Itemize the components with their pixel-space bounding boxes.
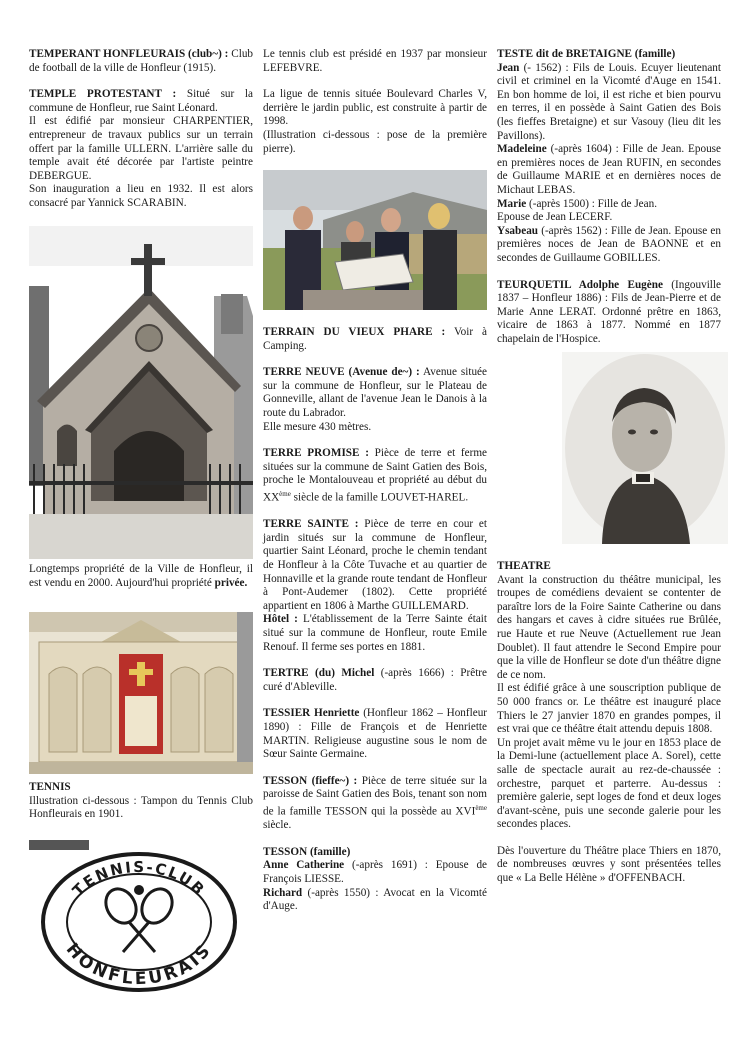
entry-text: (Ingouville 1837 – Honfleur 1886) : Fils de Jean-Pierre et de Marie Anne LERAT. Ordonné prêtre en 1863, vicaire de 1863 à 1877. Nommé en 1877 chapelain de l'Hospice. [497, 278, 721, 345]
entry-head: THEATRE [497, 560, 551, 572]
column-1-tennis [29, 781, 253, 835]
entry-text: La ligue de tennis située Boulevard Charles V, derrière le jardin public, est construite à partir de 1998. [263, 88, 487, 128]
memorial-panel-photo [29, 612, 253, 774]
entry-text: (Illustration ci-dessous : pose de la première pierre). [263, 128, 487, 155]
entry-tertre [263, 667, 487, 694]
entry-text: Dès l'ouverture du Théâtre place Thiers en 1870, de nombreuses œuvres y sont présentées telles que « La Belle Hélène » d'OFFENBACH. [497, 844, 721, 885]
column-3-theatre [497, 560, 721, 899]
stamp-bottom-text: HONFLEURAIS [61, 939, 217, 990]
entry-head: TERRE SAINTE : [263, 518, 359, 531]
entry-head: TEMPLE PROTESTANT : [29, 88, 177, 101]
column-3 [497, 48, 721, 359]
superscript: ème [475, 803, 487, 812]
entry-text: siècle. [263, 819, 292, 832]
tennis-club-stamp [29, 840, 241, 998]
entry-text: Club de football de la ville de Honfleur (1915). [29, 48, 254, 74]
entry-head: TESSON (famille) [263, 845, 351, 858]
entry-text: Il est édifié par monsieur CHARPENTIER, entrepreneur de travaux publics sur un terrain offert par la famille ULLERN. L'arrière salle du temple avait été décorée par l'artiste peintre DEBERGUE. [29, 115, 253, 182]
entry-head: TERRAIN DU VIEUX PHARE : [263, 326, 446, 338]
entry-theatre [497, 560, 721, 886]
entry-terre-sainte [263, 518, 487, 654]
entry-text: Longtemps propriété de la Ville de Honfleur, il est vendu en 2000. Aujourd'hui propriété [29, 563, 253, 589]
entry-text: siècle de la famille LOUVET-HAREL. [293, 491, 469, 504]
entry-text: (-après 1691) : Epouse de François LIESSE. [263, 859, 488, 886]
person-name: Jean [497, 61, 520, 74]
entry-temple [29, 88, 253, 210]
entry-temple-sale [29, 563, 253, 590]
entry-text: (- 1562) : Fils de Louis. Ecuyer lieutenant civil et criminel en la Vicomté d'Auge en 1541. En bon homme de loi, il est riche et bien pourvu en terres, il en possède à Saint Gatien des Bois (les fieffes Bretaigne) et sur Vasouy (lieu dit les Pavillons). [497, 61, 721, 142]
entry-tesson-famille [263, 846, 487, 914]
person-name: Richard [263, 886, 303, 899]
entry-head: TESTE dit de BRETAIGNE (famille) [497, 48, 676, 60]
entry-terre-promise [263, 447, 487, 505]
temple-photo [29, 226, 253, 559]
entry-text: Avant la construction du théâtre municipal, les troupes de comédiens devaient se contenter de paraître lors de la Foire Sainte Catherine ou dans des hangars et caves à cidre situées rue Brûlée, rue Haute et rue Neuve (Actuellement rue Jean Doublet). Il faut attendre le Second Empire pour que la ville de Honfleur se dote d'un théâtre digne de ce nom. [497, 573, 721, 681]
entry-text: L'établissement de la Terre Sainte était situé sur la commune de Honfleur, route Emile Renouf. Il ferme ses portes en 1881. [263, 613, 488, 653]
first-stone-photo [263, 170, 487, 310]
entry-text: Elle mesure 430 mètres. [263, 420, 372, 433]
person-name: Ysabeau [497, 224, 539, 237]
entry-vieux-phare [263, 326, 487, 353]
entry-head: TESSIER Henriette [263, 707, 360, 720]
entry-text: (Honfleur 1862 – Honfleur 1890) : Fille de François et de Henriette MARTIN. Religieuse augustine sous le nom de Sœur Sainte Germaine. [263, 707, 488, 761]
column-2 [263, 48, 487, 156]
entry-head: TERTRE (du) Michel [263, 667, 375, 680]
entry-teste [497, 48, 721, 266]
column-2-lower [263, 326, 487, 927]
entry-teurquetil [497, 279, 721, 347]
entry-text: Avenue située sur la commune de Honfleur, sur le Plateau de Gonneville, allant de l'avenue Jean le Danois à la route du Labrador. [263, 366, 487, 419]
entry-tennis [29, 781, 253, 822]
entry-head: TEMPERANT HONFLEURAIS (club~) : [29, 48, 229, 60]
entry-text: Voir à Camping. [263, 326, 487, 352]
entry-head: TERRE NEUVE (Avenue de~) : [263, 366, 420, 379]
entry-text: (-après 1550) : Avocat en la Vicomté d'Auge. [263, 886, 488, 913]
entry-text: Pièce de terre située sur la paroisse de Saint Gatien des Bois, tenant son nom de la famille TESSON qui la possède au XVI [263, 774, 488, 818]
entry-text: (-après 1500) : Fille de Jean. [529, 197, 657, 210]
entry-text: Son inauguration a lieu en 1932. Il est alors consacré par Yannick SCARABIN. [29, 183, 253, 209]
column-1-lower [29, 563, 253, 603]
entry-text: Epouse de Jean LECERF. [497, 211, 613, 224]
entry-text: (-après 1562) : Fille de Jean. Epouse en premières noces de Jean de BAONNE et en secondes de Guillaume GOBILLES. [497, 224, 721, 264]
stamp-top-text: TENNIS-CLUB [68, 857, 210, 900]
entry-head: TESSON (fieffe~) : [263, 774, 358, 787]
entry-subhead: Hôtel : [263, 613, 298, 626]
entry-text: Un projet avait même vu le jour en 1853 place de la Demi-lune (actuellement place A. Sorel), cette salle de spectacle aurait au rez-de-chaussée : orchestre, parquet et parterre. Au-dessus : première galerie, sept loges de fond et deux loges d'avant-scène, puis une seconde galerie pour les secondes places. [497, 736, 721, 831]
entry-tesson-fieffe [263, 775, 487, 833]
entry-text: Il est édifié grâce à une souscription publique de 50 000 francs or. Le théâtre est inauguré place Thiers le 27 janvier 1870 en grandes pompes, il est vrai que ce théâtre était attendu depuis 1808. [497, 682, 721, 736]
entry-emphasis: privée. [214, 576, 248, 589]
entry-temperant [29, 48, 253, 75]
entry-head: TERRE PROMISE : [263, 447, 369, 460]
entry-text: (-après 1604) : Fille de Jean. Epouse en premières noces de Jean RUFIN, en secondes de Guillaume MARIE et en dernières noces de Michaut LEBAS. [497, 143, 721, 196]
entry-text: Illustration ci-dessous : Tampon du Tennis Club Honfleurais en 1901. [29, 794, 253, 821]
person-name: Madeleine [497, 143, 547, 156]
superscript: ème [279, 489, 291, 498]
entry-text: Pièce de terre en cour et jardin situés sur la commune de Honfleur, quartier Saint Léonard, proche le chemin tendant de Honfleur à la Côte Tuvache et au quartier de Honnaville et la grande route tendant de Honfleur à Pont-Audemer (1802). Cette propriété appartient en 1806 à Marthe GUILLEMARD. [263, 518, 488, 612]
entry-head: TEURQUETIL Adolphe Eugène [497, 278, 663, 291]
entry-text: Le tennis club est présidé en 1937 par monsieur LEFEBVRE. [263, 48, 487, 74]
column-1 [29, 48, 253, 224]
entry-tessier [263, 707, 487, 761]
priest-portrait-photo [562, 352, 728, 544]
person-name: Marie [497, 197, 527, 210]
entry-text: Situé sur la commune de Honfleur, rue Saint Léonard. [29, 88, 254, 114]
person-name: Anne Catherine [263, 859, 345, 872]
entry-text: (-après 1666) : Prêtre curé d'Ableville. [263, 667, 487, 693]
entry-head: TENNIS [29, 781, 71, 793]
entry-terre-neuve [263, 366, 487, 434]
entry-text: Pièce de terre et ferme situées sur la commune de Saint Gatien des Bois, proche le Montalouveau et propriété au début du XX [263, 447, 488, 504]
